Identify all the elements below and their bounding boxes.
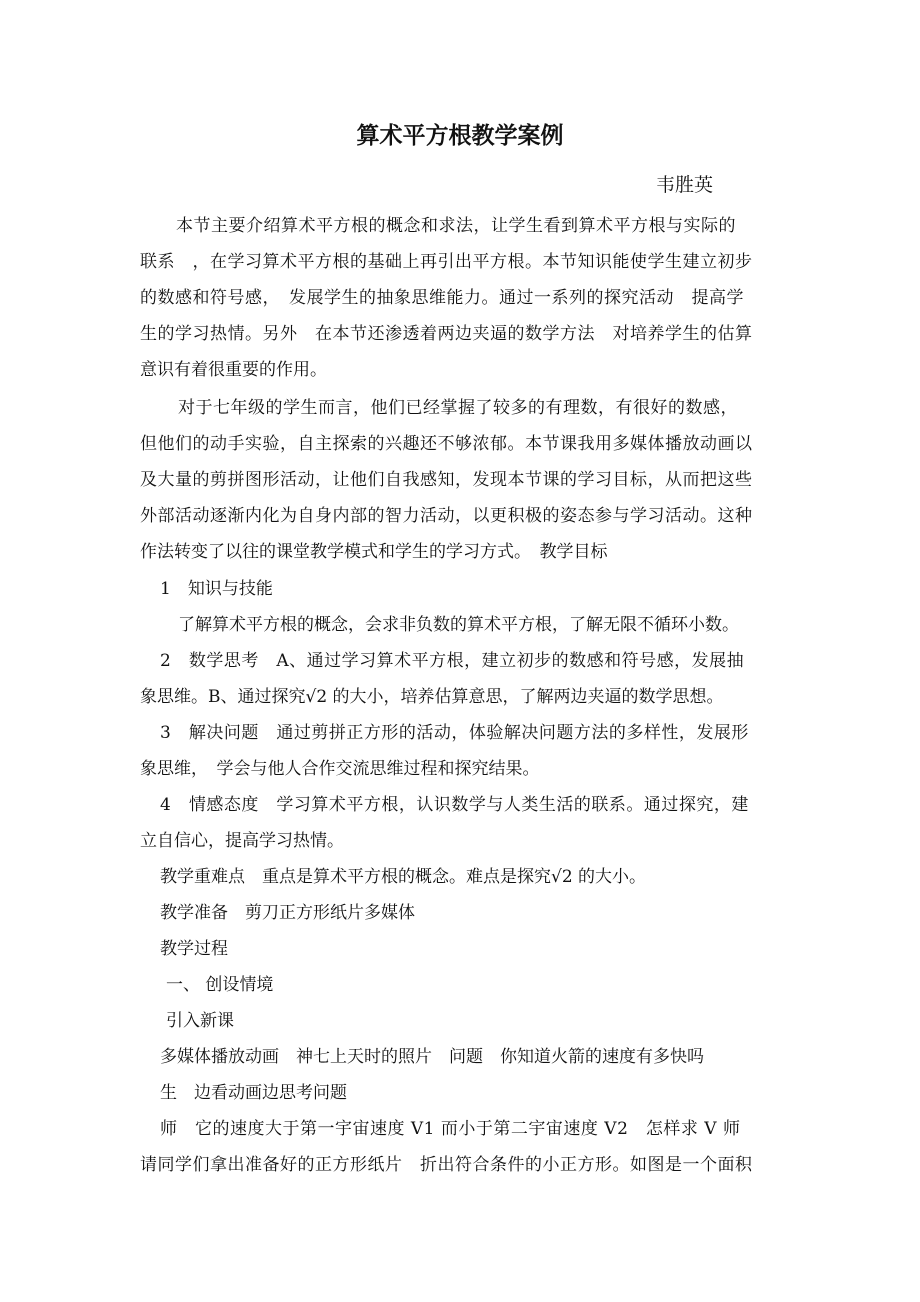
paragraph-line: 本节主要介绍算术平方根的概念和求法，让学生看到算术平方根与实际的 [176, 216, 736, 236]
paragraph-line: 4 情感态度 学习算术平方根，认识数学与人类生活的联系。通过探究，建 [160, 795, 749, 815]
author-name: 韦胜英 [656, 174, 714, 196]
paragraph-line: 作法转变了以往的课堂教学模式和学生的学习方式。 教学目标 [140, 542, 608, 562]
paragraph-line: 立自信心，提高学习热情。 [140, 831, 344, 851]
paragraph-line: 对于七年级的学生而言，他们已经掌握了较多的有理数，有很好的数感， [178, 398, 738, 418]
paragraph-line: 象思维， 学会与他人合作交流思维过程和探究结果。 [140, 759, 540, 779]
paragraph-line: 及大量的剪拼图形活动，让他们自我感知，发现本节课的学习目标，从而把这些 [140, 470, 753, 490]
document-title: 算术平方根教学案例 [356, 122, 564, 149]
paragraph-line: 联系 ，在学习算术平方根的基础上再引出平方根。本节知识能使学生建立初步 [140, 252, 753, 272]
paragraph-line: 象思维。B、通过探究√2 的大小，培养估算意思，了解两边夹逼的数学思想。 [140, 687, 724, 707]
paragraph-line: 教学准备 剪刀正方形纸片多媒体 [160, 903, 415, 923]
paragraph-line: 生 边看动画边思考问题 [160, 1083, 347, 1103]
paragraph-line: 外部活动逐渐内化为自身内部的智力活动，以更积极的姿态参与学习活动。这种 [140, 506, 753, 526]
paragraph-line: 师 它的速度大于第一宇宙速度 V1 而小于第二宇宙速度 V2 怎样求 V 师 [160, 1119, 741, 1139]
section-heading: 引入新课 [166, 1011, 234, 1031]
paragraph-line: 多媒体播放动画 神七上天时的照片 问题 你知道火箭的速度有多快吗 [160, 1047, 704, 1067]
paragraph-line: 生的学习热情。另外 在本节还渗透着两边夹逼的数学方法 对培养学生的估算 [140, 324, 753, 344]
paragraph-line: 3 解决问题 通过剪拼正方形的活动，体验解决问题方法的多样性，发展形 [160, 723, 749, 743]
paragraph-line: 2 数学思考 A、通过学习算术平方根，建立初步的数感和符号感，发展抽 [160, 651, 745, 671]
paragraph-line: 的数感和符号感， 发展学生的抽象思维能力。通过一系列的探究活动 提高学 [140, 288, 744, 308]
paragraph-line: 但他们的动手实验，自主探索的兴趣还不够浓郁。本节课我用多媒体播放动画以 [140, 434, 753, 454]
paragraph-line: 教学重难点 重点是算术平方根的概念。难点是探究√2 的大小。 [160, 867, 647, 887]
section-heading: 一、 创设情境 [166, 975, 274, 995]
paragraph-line: 意识有着很重要的作用。 [140, 360, 327, 380]
section-heading: 1 知识与技能 [160, 579, 273, 599]
paragraph-line: 了解算术平方根的概念，会求非负数的算术平方根，了解无限不循环小数。 [178, 615, 739, 635]
paragraph-line: 请同学们拿出准备好的正方形纸片 折出符合条件的小正方形。如图是一个面积 [140, 1155, 753, 1175]
section-heading: 教学过程 [160, 939, 228, 959]
